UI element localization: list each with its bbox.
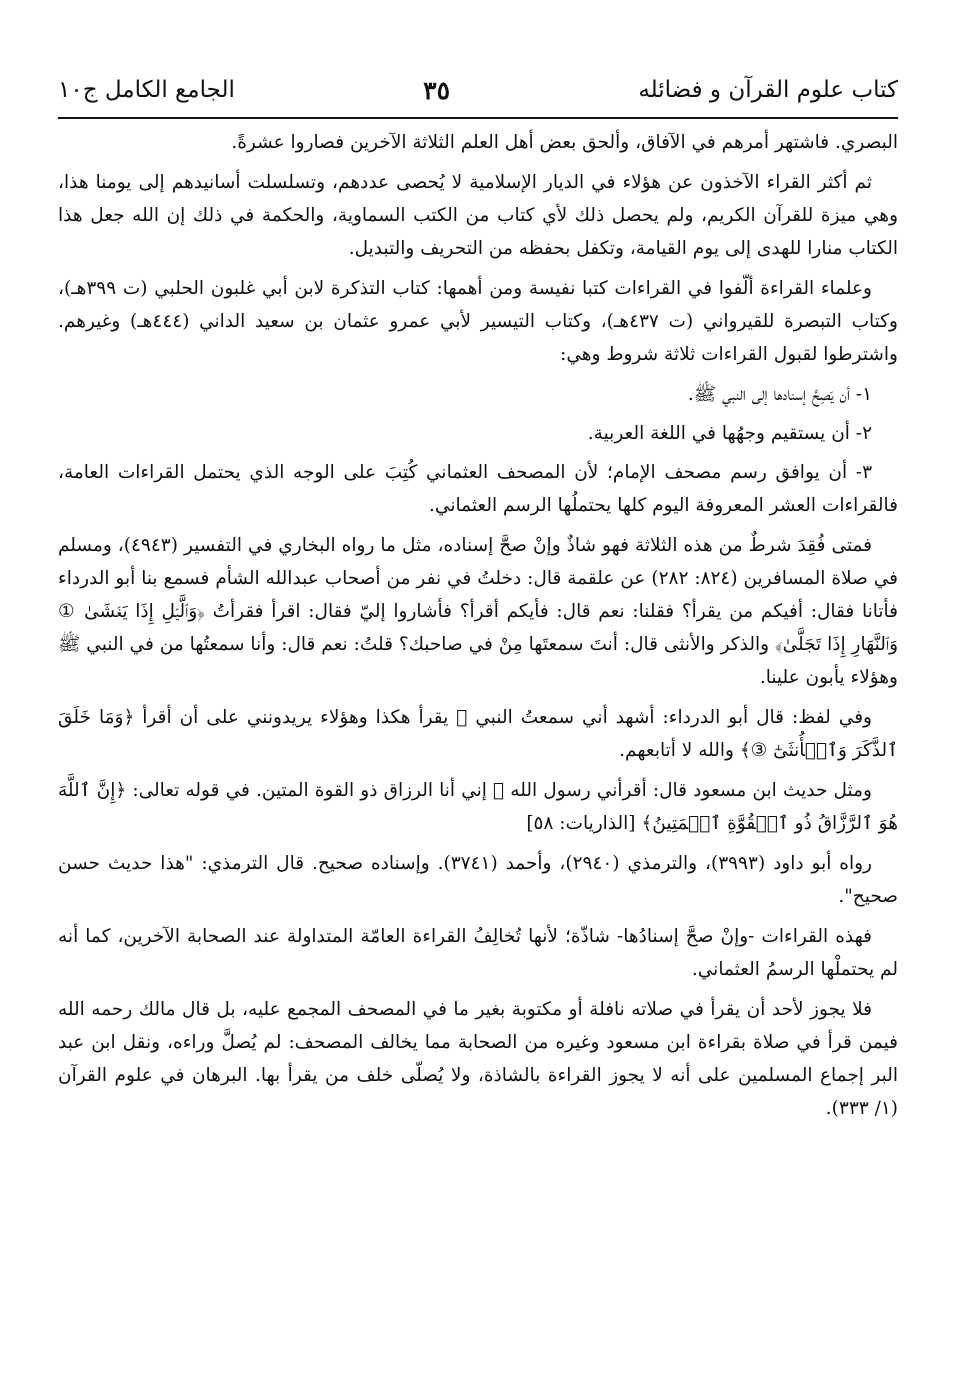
- paragraph: وعلماء القراءة ألّفوا في القراءات كتبا نفيسة ومن أهمها: كتاب التذكرة لابن أبي غلبون الحلبي (ت ٣٩٩هـ)، وكتاب التبصرة للقيرواني (ت ٤٣٧هـ)، وكتاب التيسير لأبي عمرو عثمان بن سعيد الداني (٤٤٤هـ) وغيرهم. واشترطوا لقبول القراءات ثلاثة شروط وهي:: [58, 278, 898, 365]
- page-header: [58, 68, 898, 112]
- paragraph: ثم أكثر القراء الآخذون عن هؤلاء في الديار الإسلامية لا يُحصى عددهم، وتسلسلت أسانيدهم إلى يومنا هذا، وهي ميزة للقرآن الكريم، ولم يحصل ذلك لأي كتاب من الكتب السماوية، والحكمة في ذلك إن الله جعل هذا الكتاب منارا للهدى إلى يوم القيامة، وتكفل بحفظه من التحريف والتبديل.: [58, 172, 898, 259]
- header-divider: [58, 117, 898, 119]
- condition-item: ٣- أن يوافق رسم مصحف الإمام؛ لأن المصحف العثماني كُتِبَ على الوجه الذي يحتمل القراءات العامة، فالقراءات العشر المعروفة اليوم كلها يحتملُها الرسم العثماني.: [58, 462, 898, 516]
- paragraph: فمتى فُقِدَ شرطٌ من هذه الثلاثة فهو شاذٌ وإنْ صحَّ إسناده، مثل ما رواه البخاري في التفسير (٤٩٤٣)، ومسلم في صلاة المسافرين (٨٢٤: ٢٨٢) عن علقمة قال: دخلتُ في نفر من أصحاب عبدالله الشأم فسمع بنا أبو الدرداء فأتانا فقال: أفيكم من يقرأ؟ فقلنا: نعم قال: فأيكم أقرأ؟ فأشاروا إليّ فقال: اقرأ فقرأتُ ﴿وَٱلَّيۡلِ إِذَا يَغۡشَىٰ ① وَٱلنَّهَارِ إِذَا تَجَلَّىٰ﴾ والذكر والأنثى قال: أنتَ سمعتَها مِنْ في صاحبك؟ قلتُ: نعم قال: وأنا سمعتُها من في النبي ﷺ وهؤلاء يأبون علينا.: [58, 535, 898, 688]
- page-body: [58, 126, 898, 1132]
- condition-item: ١- أن يَصِحَّ إسنادها إلى النبي ﷺ.: [687, 384, 872, 405]
- paragraph: ومثل حديث ابن مسعود قال: أقرأني رسول الله ﷺ إني أنا الرزاق ذو القوة المتين. في قوله تعالى: ﴿إِنَّ ٱللَّهَ هُوَ ٱلرَّزَّاقُ ذُو ٱلۡقُوَّةِ ٱلۡمَتِينُ﴾ [الذاريات: ٥٨]: [58, 780, 898, 834]
- paragraph: وفي لفظ: قال أبو الدرداء: أشهد أني سمعتُ النبي ﷺ يقرأ هكذا وهؤلاء يريدونني على أن أقرأ ﴿وَمَا خَلَقَ ٱلذَّكَرَ وَٱلۡأُنثَىٰٓ ③﴾ والله لا أتابعهم.: [58, 707, 898, 761]
- paragraph: رواه أبو داود (٣٩٩٣)، والترمذي (٢٩٤٠)، وأحمد (٣٧٤١). وإسناده صحيح. قال الترمذي: "هذا حديث حسن صحيح".: [58, 853, 898, 907]
- condition-item: ٢- أن يستقيم وجهُها في اللغة العربية.: [587, 423, 872, 444]
- book-title: كتاب علوم القرآن و فضائله: [638, 77, 898, 103]
- collection-title: الجامع الكامل ج١٠: [58, 77, 235, 103]
- paragraph: البصري. فاشتهر أمرهم في الآفاق، وألحق بعض أهل العلم الثلاثة الآخرين فصاروا عشرةً.: [231, 132, 898, 153]
- paragraph: فلا يجوز لأحد أن يقرأ في صلاته نافلة أو مكتوبة بغير ما في المصحف المجمع عليه، بل قال مالك رحمه الله فيمن قرأ في صلاة بقراءة ابن مسعود وغيره من الصحابة مما يخالف المصحف: لم يُصلَّ وراءه، ونقل ابن عبد البر إجماع المسلمين على أنه لا يجوز القراءة بالشاذة، ولا يُصلّى خلف من يقرأ بها. البرهان في علوم القرآن (١/ ٣٣٣).: [58, 999, 899, 1119]
- paragraph: فهذه القراءات -وإنْ صحَّ إسنادُها- شاذّة؛ لأنها تُخالِفُ القراءة العامّة المتداولة عند الصحابة الآخرين، كما أنه لم يحتملْها الرسمُ العثماني.: [58, 926, 898, 980]
- page-number: ٣٥: [423, 75, 451, 105]
